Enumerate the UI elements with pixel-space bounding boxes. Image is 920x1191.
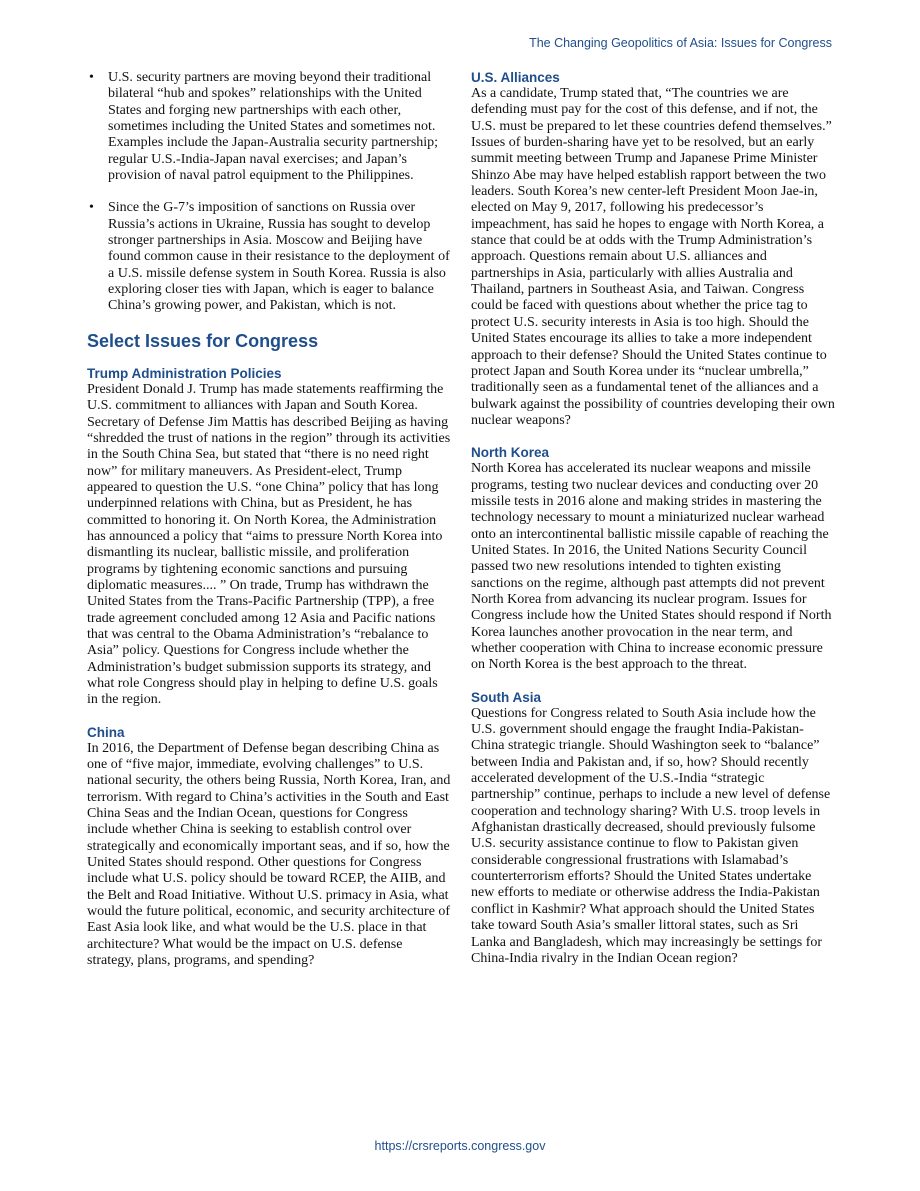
section-title: Select Issues for Congress	[87, 330, 319, 351]
section-north-korea	[471, 445, 835, 673]
section-us-alliances	[471, 70, 835, 429]
footer-url[interactable]: https://crsreports.congress.gov	[374, 1139, 546, 1153]
left-column	[87, 70, 451, 986]
heading-china: China	[87, 724, 125, 740]
paragraph-china: In 2016, the Department of Defense began describing China as one of “five major, immediate, evolving challenges” to U.S. national security, the others being Russia, North Korea, Iran, and terrorism. With regard to China’s activities in the South and East China Seas and the Indian Ocean, questions for Congress include whether China is seeking to establish control over strategically and economically important seas, and if so, how the United States should respond. Other questions for Congress include what U.S. policy should be toward RCEP, the AIIB, and the Belt and Road Initiative. Without U.S. primacy in Asia, what would the future political, economic, and security architecture of East Asia look like, and what would be the U.S. place in that architecture? What would be the impact on U.S. defense strategy, plans, programs, and spending?	[87, 740, 451, 969]
paragraph-trump-policies: President Donald J. Trump has made statements reaffirming the U.S. commitment to alliances with Japan and South Korea. Secretary of Defense Jim Mattis has described Beijing as having “shredded the trust of nations in the region” through its activities in the South China Sea, but stated that “there is no need right now” for military maneuvers. As President-elect, Trump appeared to question the U.S. “one China” policy that has long underpinned relations with China, but as President, he has committed to honoring it. On North Korea, the Administration has announced a policy that “aims to pressure North Korea into dismantling its nuclear, ballistic missile, and proliferation programs by tightening economic sanctions and pursuing diplomatic measures.... ” On trade, Trump has withdrawn the United States from the Trans-Pacific Partnership (TPP), a free trade agreement concluded among 12 Asia and Pacific nations that was central to the Obama Administration’s “rebalance to Asia” policy. Questions for Congress include whether the Administration’s budget submission supports its strategy, and what role Congress should play in helping to define U.S. goals in the region.	[87, 381, 451, 708]
paragraph-us-alliances: As a candidate, Trump stated that, “The countries we are defending must pay for the cost of this defense, and if not, the U.S. must be prepared to let these countries defend themselves.” Issues of burden-sharing have yet to be resolved, but an early summit meeting between Trump and Japanese Prime Minister Shinzo Abe may have helped establish rapport between the two leaders. South Korea’s new center-left President Moon Jae-in, elected on May 9, 2017, following his predecessor’s impeachment, has said he hopes to engage with North Korea, a stance that could be at odds with the Trump Administration’s approach. Questions remain about U.S. alliances and partnerships in Asia, particularly with allies Australia and Thailand, partners in Southeast Asia, and Taiwan. Congress could be faced with questions about whether the price tag to protect U.S. security interests in Asia is too high. Should the United States encourage its allies to take a more independent approach to their defense? Should the United States continue to protect Japan and South Korea under its “nuclear umbrella,” traditionally seen as a fundamental tenet of the alliances and a bulwark against the possibility of countries developing their own nuclear weapons?	[471, 86, 835, 428]
heading-north-korea: North Korea	[471, 445, 550, 461]
bullet-text: U.S. security partners are moving beyond their traditional bilateral “hub and spokes” relationships with the United States and forging new partnerships with each other, sometimes including the United States and sometimes not. Examples include the Japan-Australia security partnership; regular U.S.-India-Japan naval exercises; and Japan’s provision of naval patrol equipment to the Philippines.	[108, 70, 439, 184]
heading-trump-policies: Trump Administration Policies	[87, 365, 282, 381]
list-item	[87, 70, 451, 184]
section-china	[87, 725, 451, 970]
heading-south-asia: South Asia	[471, 689, 542, 705]
running-header: The Changing Geopolitics of Asia: Issues for Congress	[529, 36, 832, 50]
bullet-icon: •	[89, 70, 94, 85]
list-item	[87, 200, 451, 314]
right-column	[471, 70, 835, 983]
bullet-text: Since the G-7’s imposition of sanctions on Russia over Russia’s actions in Ukraine, Russia has sought to develop stronger partnerships in Asia. Moscow and Beijing have found common cause in their resistance to the deployment of a U.S. missile defense system in South Korea. Russia is also exploring closer ties with Japan, which is eager to balance China’s growing power, and Pakistan, which is not.	[108, 200, 450, 314]
section-south-asia	[471, 690, 835, 968]
bullet-icon: •	[89, 200, 94, 216]
paragraph-south-asia: Questions for Congress related to South Asia include how the U.S. government should engage the fraught India-Pakistan-China strategic triangle. Should Washington seek to “balance” between India and Pakistan and, if so, how? Should recently accelerated development of the U.S.-India “strategic partnership” continue, perhaps to include a new level of defense cooperation and technology sharing? With U.S. troop levels in Afghanistan drastically decreased, should previously fulsome U.S. security assistance continue to flow to Pakistan given considerable congressional frustrations with Islamabad’s counterterrorism efforts? Should the United States undertake new efforts to mediate or otherwise address the India-Pakistan conflict in Kashmir? What approach should the United States take toward South Asia’s smaller littoral states, such as Sri Lanka and Bangladesh, which may increasingly be settings for China-India rivalry in the Indian Ocean region?	[471, 705, 831, 966]
paragraph-north-korea: North Korea has accelerated its nuclear weapons and missile programs, testing two nuclear devices and conducting over 20 missile tests in 2016 alone and making strides in mastering the technology necessary to mount a miniaturized nuclear warhead onto an intercontinental ballistic missile capable of reaching the United States. In 2016, the United Nations Security Council passed two new resolutions intended to tighten existing sanctions on the regime, although past attempts did not prevent North Korea from advancing its nuclear program. Issues for Congress include how the United States should respond if North Korea launches another provocation in the near term, and whether cooperation with China to increase economic pressure on North Korea is the best approach to the threat.	[471, 461, 832, 673]
heading-us-alliances: U.S. Alliances	[471, 70, 560, 85]
bullet-list	[87, 70, 451, 315]
section-trump-policies	[87, 366, 451, 709]
